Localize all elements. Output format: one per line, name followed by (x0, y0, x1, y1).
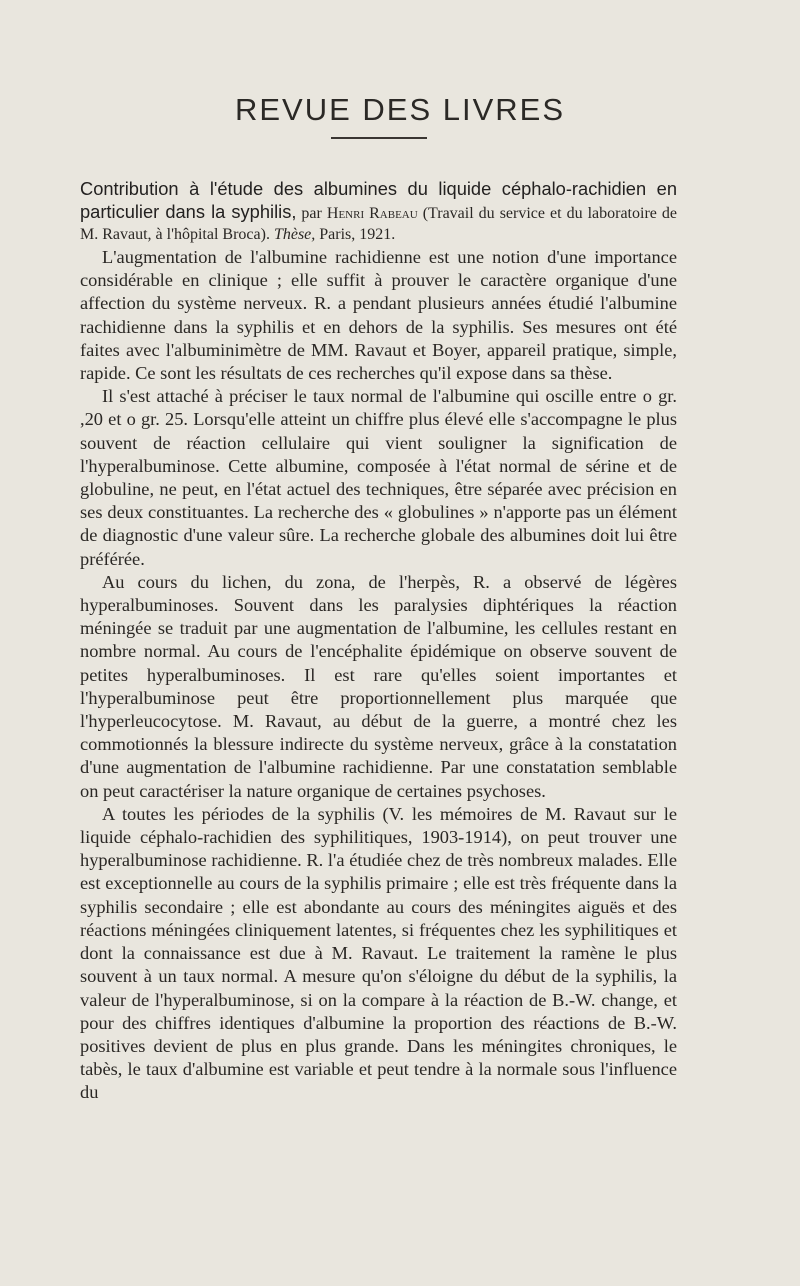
review-author: Henri Rabeau (326, 205, 418, 222)
review-place: Paris, 1921. (315, 226, 396, 243)
review-heading (80, 178, 677, 245)
paragraph-1: L'augmentation de l'albumine rachidienne est une notion d'une importance considérable en clinique ; elle suffit à prouver le caractère organique d'une affection du système nerveux. R. a pendant plusieurs années étudié l'albumine rachidienne dans la syphilis et en dehors de la syphilis. Ses mesures ont été faites avec l'albuminimètre de MM. Ravaut et Boyer, appareil pratique, simple, rapide. Ce sont les résultats de ces recherches qu'il expose dans sa thèse. (80, 247, 677, 384)
paragraph-2: Il s'est attaché à préciser le taux normal de l'albumine qui oscille entre o gr. ,20 et o gr. 25. Lorsqu'elle atteint un chiffre plus élevé elle s'accompagne le plus souvent de réaction cellulaire qui vient souligner la signification de l'hyperalbuminose. Cette albumine, composée à l'état normal de sérine et de globuline, ne peut, en l'état actuel des techniques, être séparée avec précision en ses deux constituantes. La recherche des « globulines » n'apporte pas un élément de diagnostic d'une valeur sûre. La recherche globale des albumines doit lui être préférée. (80, 386, 677, 569)
review-details: (Travail du service et du laboratoire de M. Ravaut, à l'hôpital Broca). (80, 205, 677, 243)
header-rule (331, 137, 427, 139)
review-title: Contribution à l'étude des albumines du liquide céphalo-rachidien en particulier dans la syphilis, (80, 178, 677, 222)
review-body (80, 178, 677, 1105)
review-by: par (296, 205, 327, 222)
paragraph-3: Au cours du lichen, du zona, de l'herpès, R. a observé de légères hyperalbuminoses. Souvent dans les paralysies diphtériques la réaction méningée se traduit par une augmentation de l'albumine, les cellules restant en nombre normal. Au cours de l'encéphalite épidémique on observe souvent de petites hyperalbuminoses. Il est rare qu'elles soient importantes et l'hyperalbuminose peut être proportionnellement plus marquée que l'hyperleucocytose. M. Ravaut, au début de la guerre, a montré chez les commotionnés la blessure indirecte du système nerveux, grâce à la constatation d'une augmentation de l'albumine rachidienne. Par une constatation semblable on peut caractériser la nature organique de certaines psychoses. (80, 571, 677, 801)
review-these: Thèse, (273, 226, 316, 243)
paragraph-4: A toutes les périodes de la syphilis (V. les mémoires de M. Ravaut sur le liquide céphalo-rachidien des syphilitiques, 1903-1914), on peut trouver une hyperalbuminose rachidienne. R. l'a étudiée chez de très nombreux malades. Elle est exceptionnelle au cours de la syphilis primaire ; elle est très fréquente dans la syphilis secondaire ; elle est abondante au cours des méningites aiguës et des réactions méningées cliniquement latentes, si fréquentes chez les syphilitiques et dont la connaissance est due à M. Ravaut. Le traitement la ramène le plus souvent à un taux normal. A mesure qu'on s'éloigne du début de la syphilis, la valeur de l'hyperalbuminose, si on la compare à la réaction de B.-W. change, et pour des chiffres identiques d'albumine la proportion des réactions de B.-W. positives devient de plus en plus grande. Dans les méningites chroniques, le tabès, le taux d'albumine est variable et peut tendre à la normale sous l'influence du (80, 803, 677, 1103)
section-header: REVUE DES LIVRES (234, 92, 566, 127)
